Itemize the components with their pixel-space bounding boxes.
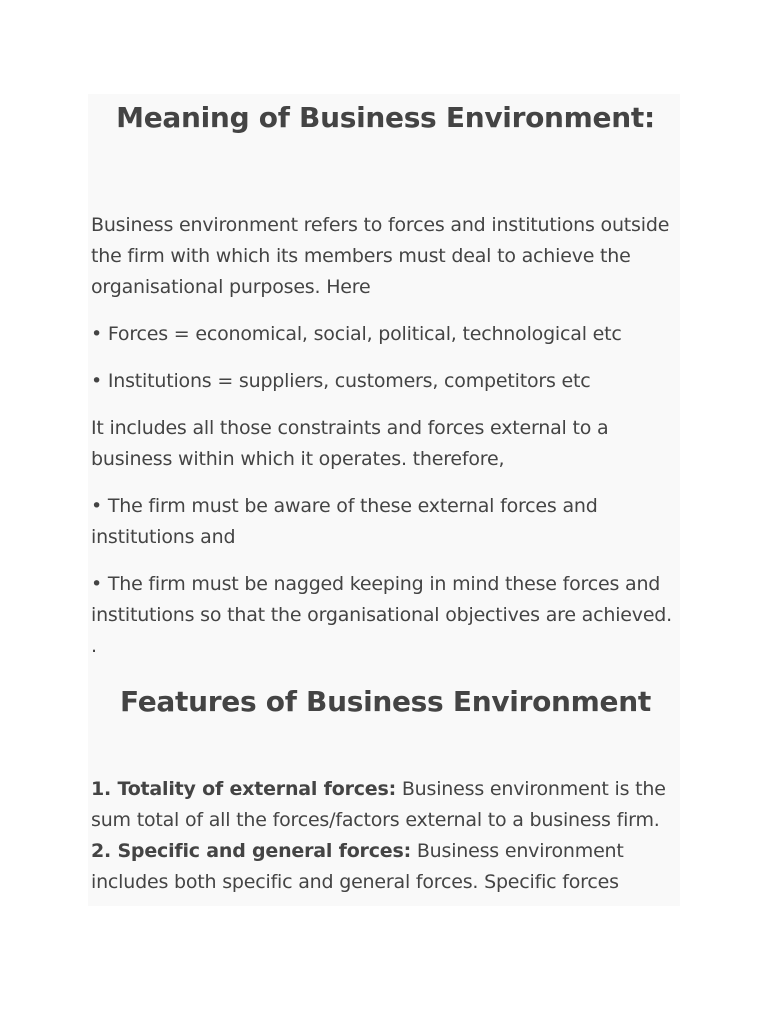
nagged-bullet: • The firm must be nagged keeping in mind these forces and institutions so that the organisational objectives are achieved. . [91, 573, 673, 657]
feature-item-2-text: Business environment includes both specific and general forces. Specific forces [91, 840, 624, 893]
document-page [88, 94, 680, 906]
feature-item-2 [91, 836, 680, 898]
feature-item-1-title: 1. Totality of external forces: [91, 778, 396, 800]
document-content [88, 98, 680, 898]
feature-item-1-text: Business environment is the sum total of all the forces/factors external to a business firm. [91, 778, 666, 831]
feature-item-2-title: 2. Specific and general forces: [91, 840, 411, 862]
features-heading: Features of Business Environment [120, 685, 651, 718]
includes-paragraph: It includes all those constraints and forces external to a business within which it operates. therefore, [91, 417, 609, 470]
meaning-intro-paragraph: Business environment refers to forces and institutions outside the firm with which its members must deal to achieve the organisational purposes. Here [91, 214, 670, 298]
aware-bullet: • The firm must be aware of these external forces and institutions and [91, 495, 598, 548]
feature-item-1 [91, 774, 680, 836]
institutions-bullet: • Institutions = suppliers, customers, competitors etc [91, 370, 591, 392]
meaning-heading: Meaning of Business Environment: [116, 101, 655, 134]
forces-bullet: • Forces = economical, social, political, technological etc [91, 323, 622, 345]
